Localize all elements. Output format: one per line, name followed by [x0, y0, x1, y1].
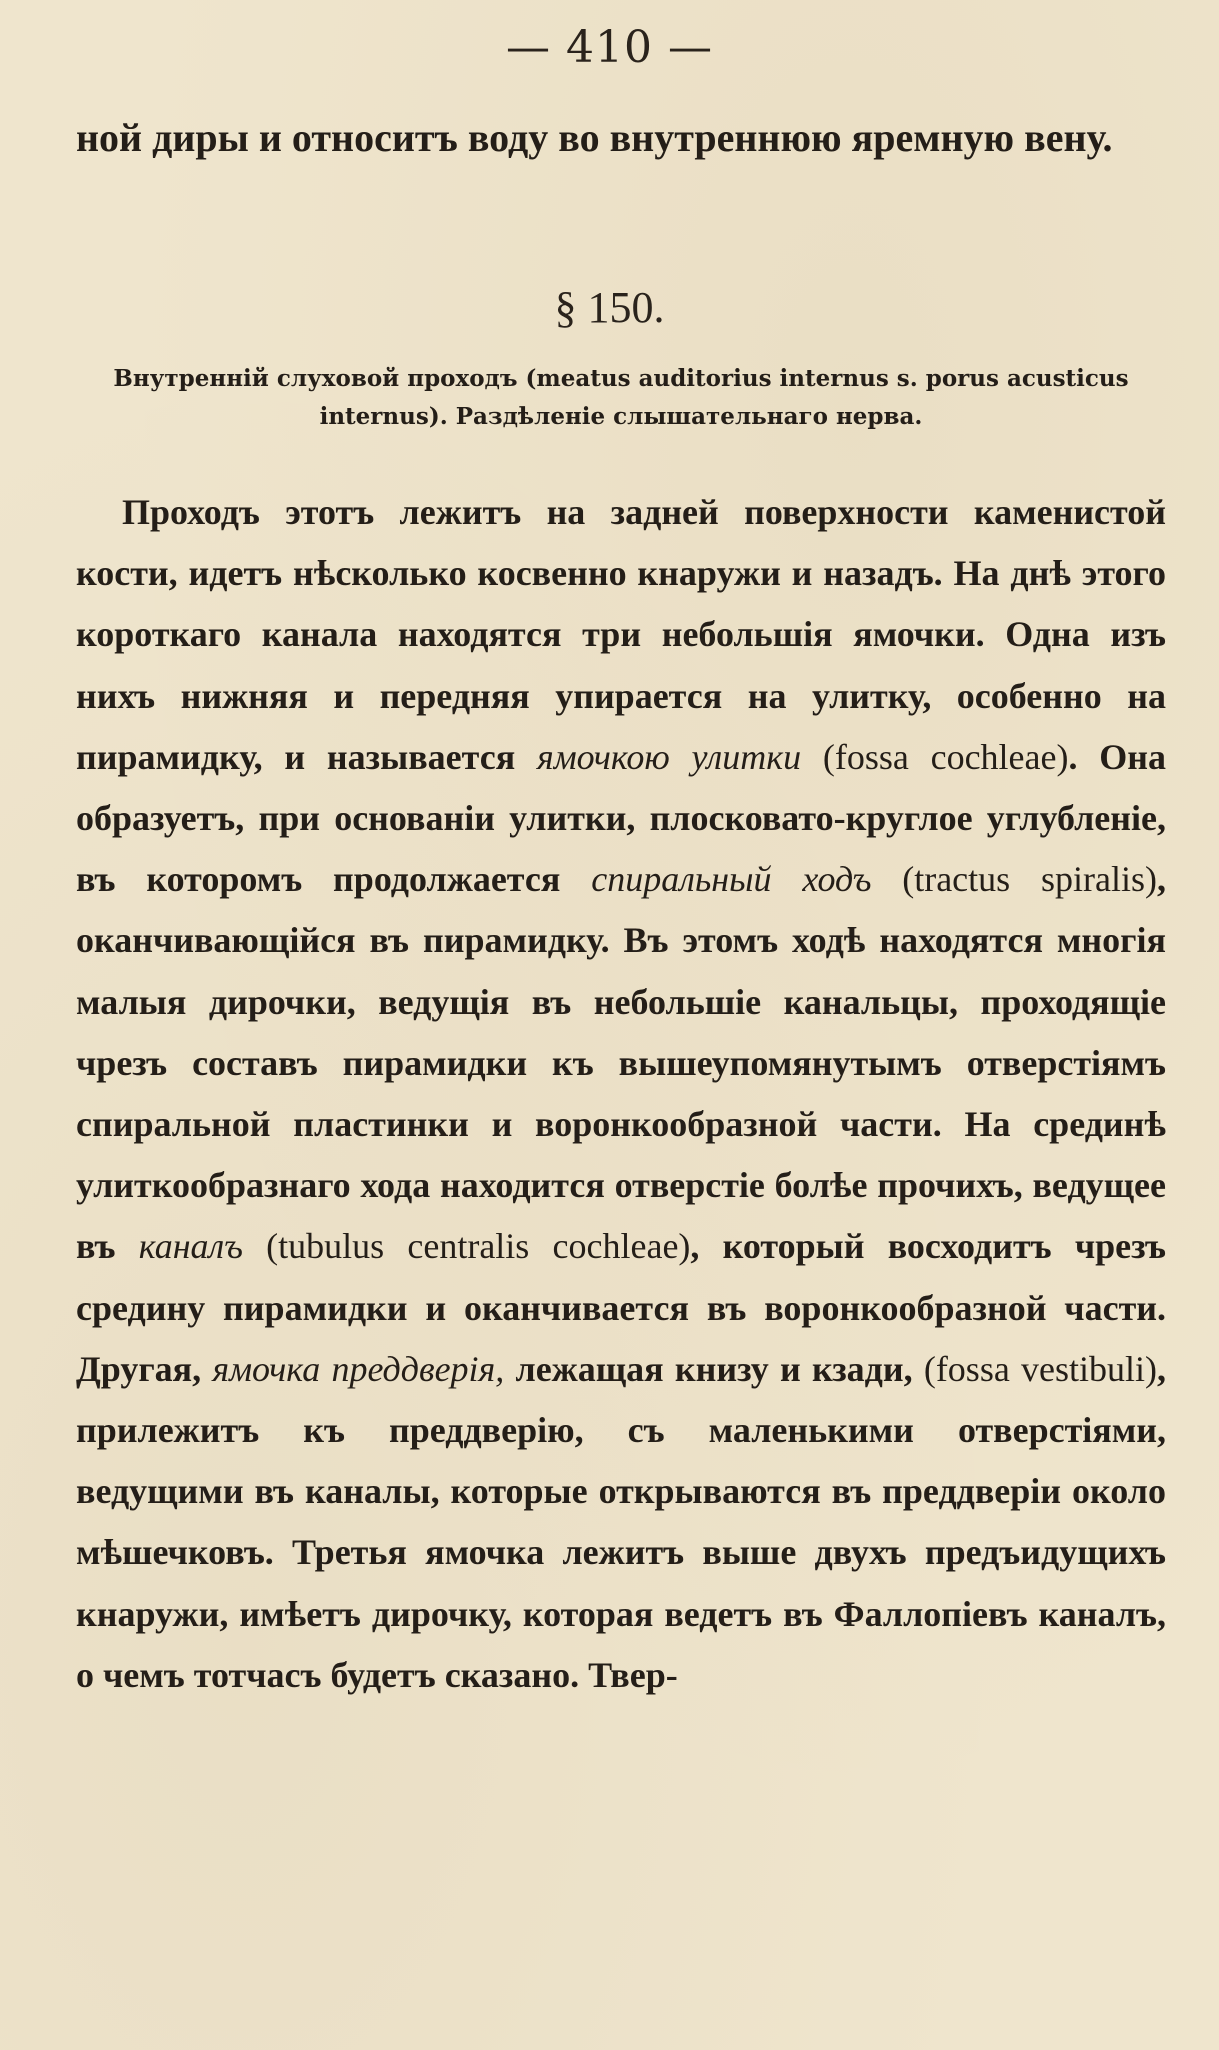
latin-term: (tractus spiralis): [871, 859, 1157, 900]
latin-term: (fossa cochleae): [801, 736, 1069, 777]
section-number: § 150.: [554, 283, 665, 332]
paragraph-text: лежащая книзу и кзади,: [504, 1348, 924, 1389]
paragraph-text: Проходъ этотъ лежитъ на задней поверхности каменистой кости, идетъ нѣсколько косвенно кнаружи и назадъ. На днѣ этого короткаго канала находятся три небольшія ямочки. Одна изъ нихъ нижняя и передняя упирается на улитку, особенно на пирамидку, и называется: [76, 492, 1166, 777]
section-title: Внутренній слуховой проходъ (meatus auditorius internus s. porus acusticus internus). Раздѣленіе слышательнаго нерва.: [113, 365, 1129, 430]
term-fossa-cochleae: ямочкою улитки: [536, 736, 802, 777]
paragraph-text: , оканчивающійся въ пирамидку. Въ этомъ ходѣ находятся многія малыя дирочки, ведущія въ небольшіе канальцы, проходящіе чрезъ составъ пирамидки къ вышеупомянутымъ отверстіямъ спиральной пластинки и воронкообразной части. На срединѣ улиткообразнаго хода находится отверстіе болѣе прочихъ, ведущее въ: [76, 859, 1166, 1267]
term-tractus-spiralis: спиральный ходъ: [591, 859, 872, 900]
continuation-text: ной диры и относитъ воду во внутреннюю яремную вену.: [76, 115, 1113, 160]
latin-term: (fossa vestibuli): [923, 1348, 1157, 1389]
body-paragraph: [76, 482, 1166, 1706]
paragraph-text: . Она образуетъ, при основаніи улитки, плосковато-круглое углубленіе, въ которомъ продолжается: [76, 736, 1166, 900]
term-tubulus: каналъ: [138, 1226, 243, 1267]
latin-term: (tubulus centralis cochleae): [242, 1226, 691, 1267]
page-number: — 410 —: [506, 22, 713, 73]
paragraph-text: , который восходитъ чрезъ средину пирамидки и оканчивается въ воронкообразной части. Другая,: [76, 1226, 1166, 1389]
paragraph-text: , прилежитъ къ преддверію, съ маленькими отверстіями, ведущими въ каналы, которые открываются въ преддверіи около мѣшечковъ. Третья ямочка лежитъ выше двухъ предъидущихъ кнаружи, имѣетъ дирочку, которая ведетъ въ Фаллопіевъ каналъ, о чемъ тотчасъ будетъ сказано. Твер-: [76, 1348, 1166, 1695]
term-fossa-vestibuli: ямочка преддверія,: [212, 1348, 505, 1389]
